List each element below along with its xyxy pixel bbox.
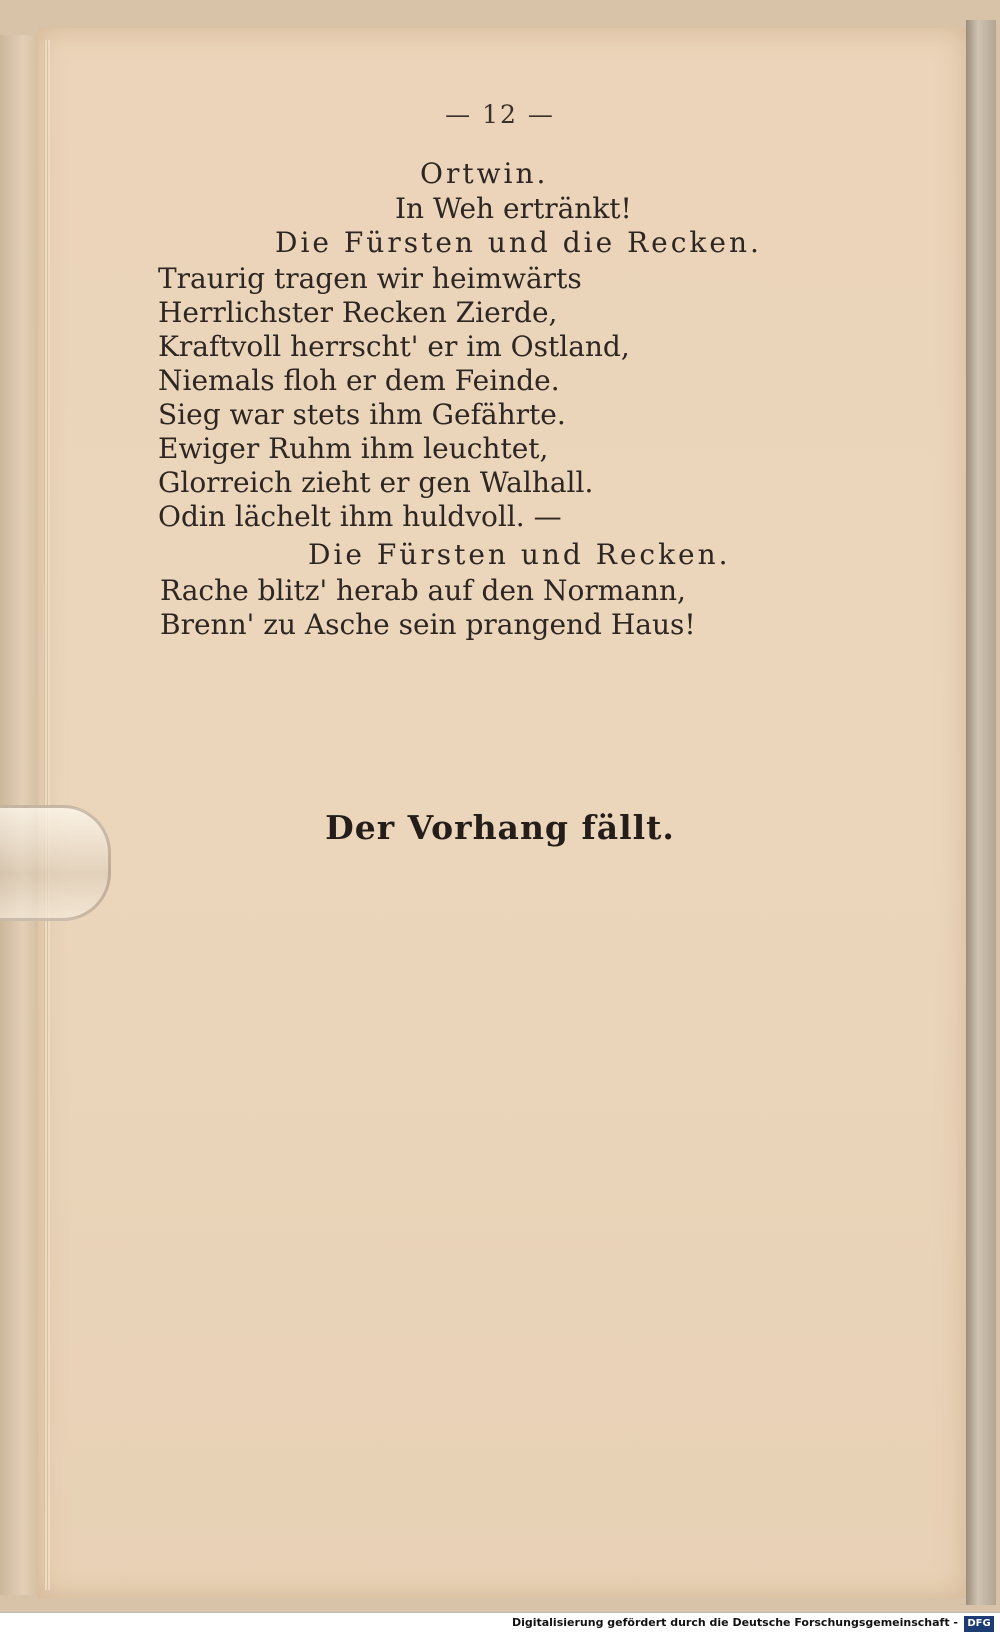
verse-line: Herrlichster Recken Zierde, [158, 296, 558, 329]
verse-line: Kraftvoll herrscht' er im Ostland, [158, 330, 630, 363]
speaker-ortwin: Ortwin. [420, 157, 549, 190]
verse-line: Traurig tragen wir heimwärts [158, 262, 582, 295]
verse-line: Brenn' zu Asche sein prangend Haus! [160, 608, 696, 641]
verse-line: Ewiger Ruhm ihm leuchtet, [158, 432, 549, 465]
verse-line: Niemals floh er dem Feinde. [158, 364, 560, 397]
speaker-fuersten-recken: Die Fürsten und Recken. [308, 538, 731, 571]
footer-credit: Digitalisierung gefördert durch die Deutsche Forschungsgemeinschaft - [511, 1616, 958, 1629]
speaker-fuersten-recken: Die Fürsten und die Recken. [275, 226, 762, 259]
stage-direction: Der Vorhang fällt. [325, 808, 675, 847]
verse-line: In Weh ertränkt! [395, 192, 632, 225]
verse-line: Sieg war stets ihm Gefährte. [158, 398, 566, 431]
footer-bar [0, 1612, 1000, 1636]
verse-line: Odin lächelt ihm huldvoll. — [158, 500, 562, 533]
verse-line: Rache blitz' herab auf den Normann, [160, 574, 686, 607]
dfg-logo: DFG [964, 1616, 994, 1632]
verse-line: Glorreich zieht er gen Walhall. [158, 466, 594, 499]
page-number: — 12 — [445, 100, 555, 129]
